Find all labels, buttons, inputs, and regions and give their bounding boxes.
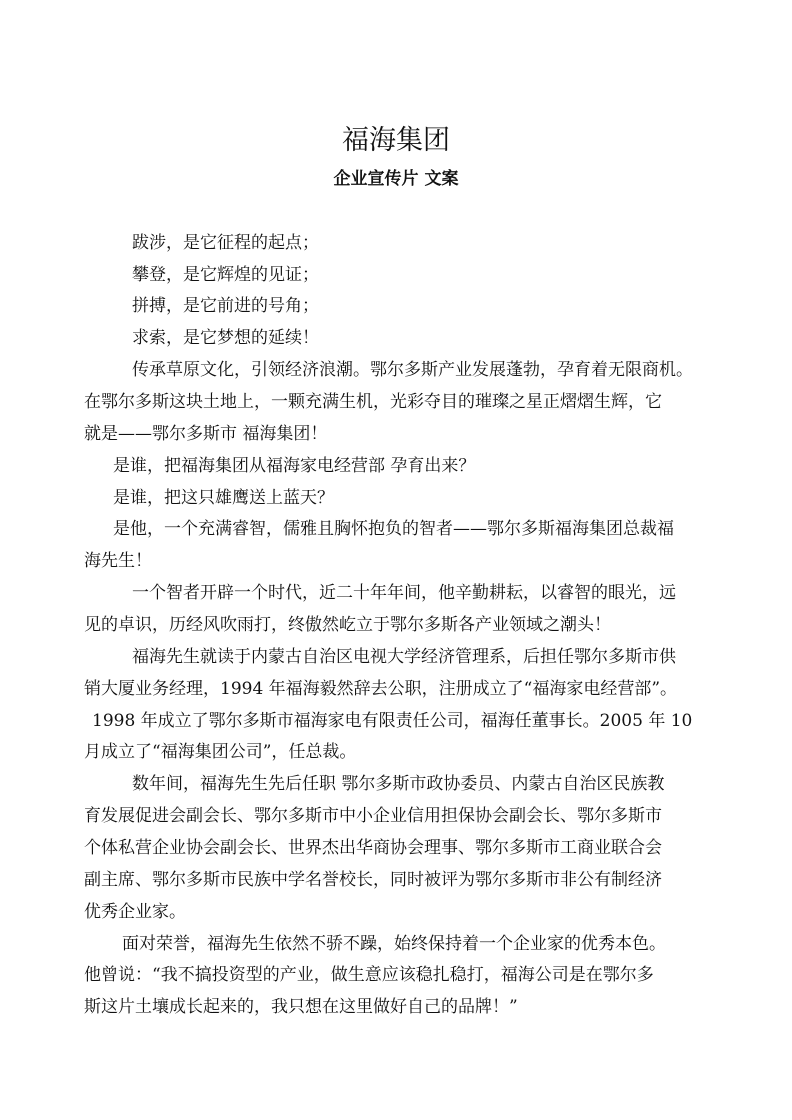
text-line: 面对荣誉，福海先生依然不骄不躁，始终保持着一个企业家的优秀本色。: [122, 934, 666, 954]
document-subtitle: 企业宣传片 文案: [333, 169, 459, 189]
text-line: 跋涉，是它征程的起点；: [132, 233, 319, 253]
text-line: 副主席、鄂尔多斯市民族中学名誉校长，同时被评为鄂尔多斯市非公有制经济: [84, 870, 662, 890]
text-line: 销大厦业务经理，1994 年福海毅然辞去公职，注册成立了“福海家电经营部”。: [84, 679, 678, 699]
text-line: 一个智者开辟一个时代，近二十年年间，他辛勤耕耘，以睿智的眼光，远: [132, 583, 676, 603]
text-line: 他曾说：“我不搞投资型的产业，做生意应该稳扎稳打，福海公司是在鄂尔多: [84, 965, 654, 985]
text-line: 是谁，把福海集团从福海家电经营部 孕育出来？: [113, 456, 476, 476]
text-line: 求索，是它梦想的延续！: [132, 328, 319, 348]
text-line: 攀登，是它辉煌的见证；: [132, 265, 319, 285]
text-line: 在鄂尔多斯这块土地上，一颗充满生机，光彩夺目的璀璨之星正熠熠生辉，它: [84, 392, 662, 412]
text-line: 传承草原文化，引领经济浪潮。鄂尔多斯产业发展蓬勃，孕育着无限商机。: [132, 360, 693, 380]
document-title: 福海集团: [342, 125, 450, 156]
text-line: 优秀企业家。: [84, 902, 186, 922]
text-line: 见的卓识，历经风吹雨打，终傲然屹立于鄂尔多斯各产业领域之潮头！: [84, 615, 611, 635]
text-line: 1998 年成立了鄂尔多斯市福海家电有限责任公司，福海任董事长。2005 年 10: [92, 711, 693, 731]
text-line: 海先生！: [84, 551, 152, 571]
text-line: 个体私营企业协会副会长、世界杰出华商协会理事、鄂尔多斯市工商业联合会: [84, 838, 662, 858]
text-line: 斯这片土壤成长起来的，我只想在这里做好自己的品牌！”: [84, 997, 518, 1017]
text-line: 就是——鄂尔多斯市 福海集团！: [84, 424, 328, 444]
text-line: 月成立了“福海集团公司”，任总裁。: [84, 742, 357, 762]
text-line: 福海先生就读于内蒙古自治区电视大学经济管理系，后担任鄂尔多斯市供: [132, 647, 676, 667]
text-line: 育发展促进会副会长、鄂尔多斯市中小企业信用担保协会副会长、鄂尔多斯市: [84, 806, 662, 826]
text-line: 拼搏，是它前进的号角；: [132, 296, 319, 316]
text-line: 是谁，把这只雄鹰送上蓝天？: [113, 488, 334, 508]
text-line: 数年间，福海先生先后任职 鄂尔多斯市政协委员、内蒙古自治区民族教: [132, 774, 665, 794]
text-line: 是他，一个充满睿智，儒雅且胸怀抱负的智者——鄂尔多斯福海集团总裁福: [113, 519, 674, 539]
